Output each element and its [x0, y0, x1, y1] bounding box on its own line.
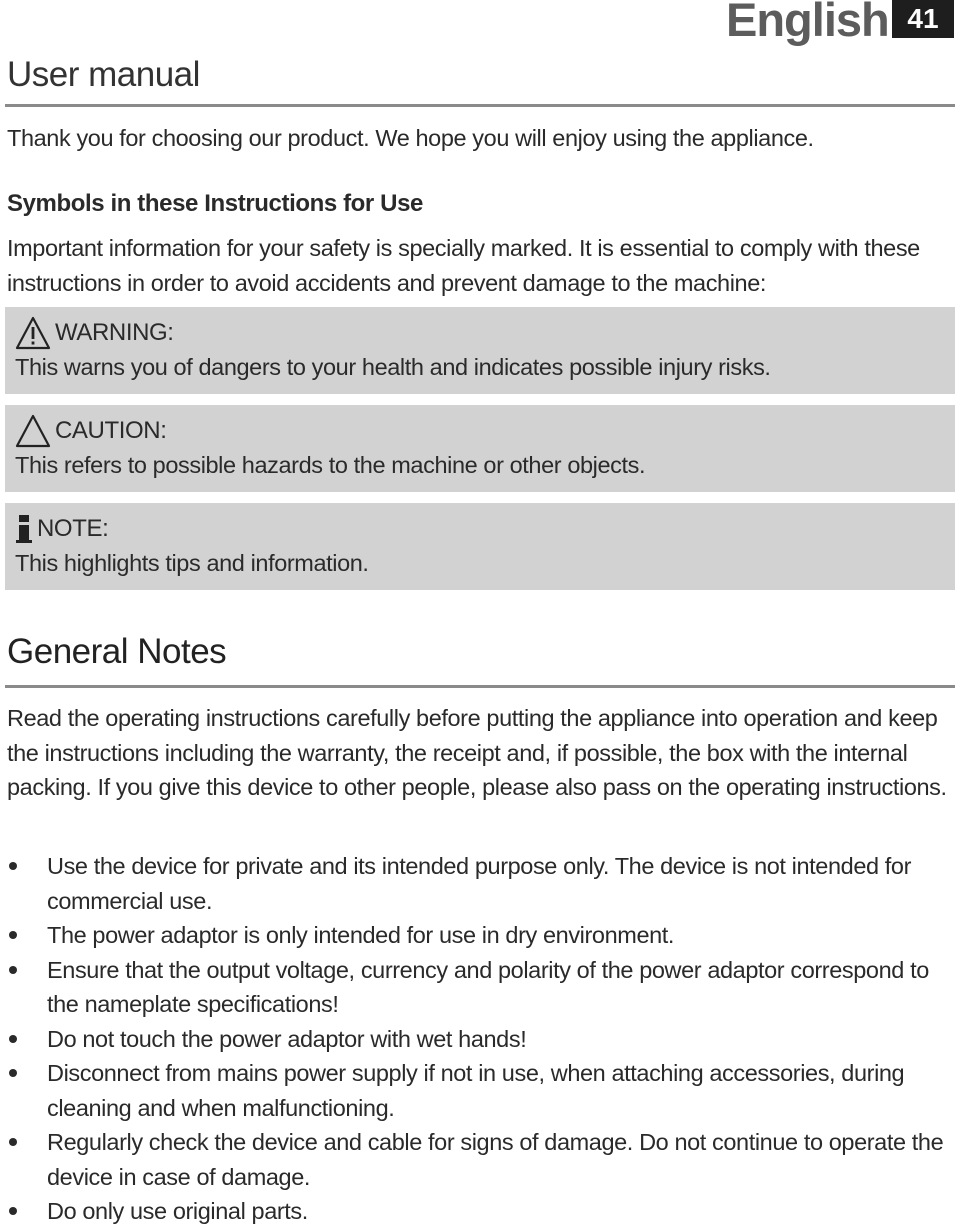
caution-header — [15, 414, 166, 448]
language-title: English — [726, 0, 889, 46]
list-item-text: Use the device for private and its intended purpose only. The device is not intended for commercial use. — [47, 853, 912, 914]
bullet-icon — [9, 1138, 17, 1146]
note-notice — [5, 503, 955, 590]
document-title: User manual — [7, 55, 200, 94]
general-notes-divider — [5, 685, 955, 688]
warning-text: This warns you of dangers to your health and indicates possible injury risks. — [15, 354, 771, 380]
thank-you-paragraph: Thank you for choosing our product. We hope you will enjoy using the appliance. — [7, 125, 814, 151]
bullet-icon — [9, 1207, 17, 1215]
header-divider — [5, 104, 955, 107]
bullet-icon — [9, 862, 17, 870]
list-item — [0, 1194, 957, 1229]
warning-label: WARNING: — [55, 319, 174, 346]
bullet-icon — [9, 1035, 17, 1043]
bullet-icon — [9, 1069, 17, 1077]
warning-header — [15, 316, 174, 350]
list-item-text: Do not touch the power adaptor with wet hands! — [47, 1025, 527, 1052]
note-label: NOTE: — [37, 515, 109, 542]
caution-triangle-icon — [15, 414, 51, 448]
general-notes-intro: Read the operating instructions carefully before putting the appliance into operation and keep the instructions including the warranty, the receipt and, if possible, the box with the internal packing. If you give this device to other people, please also pass on the operating instructions. — [7, 705, 947, 800]
list-item — [0, 1125, 957, 1194]
note-text: This highlights tips and information. — [15, 550, 369, 576]
general-notes-list — [0, 849, 960, 1229]
symbols-heading: Symbols in these Instructions for Use — [7, 190, 423, 217]
bullet-icon — [9, 966, 17, 974]
page-number-badge: 41 — [892, 0, 954, 38]
warning-triangle-icon — [15, 316, 51, 350]
list-item — [0, 953, 957, 1022]
list-item-text: Ensure that the output voltage, currency and polarity of the power adaptor correspond to the nameplate specifications! — [47, 956, 929, 1017]
note-header — [15, 512, 108, 546]
symbols-intro-paragraph: Important information for your safety is specially marked. It is essential to comply with these instructions in order to avoid accidents and prevent damage to the machine: — [7, 235, 920, 296]
caution-label: CAUTION: — [55, 417, 167, 444]
general-notes-title: General Notes — [7, 632, 227, 671]
list-item-text: Do only use original parts. — [47, 1198, 308, 1224]
warning-notice — [5, 307, 955, 394]
bullet-icon — [9, 931, 17, 939]
info-icon — [15, 512, 33, 546]
caution-text: This refers to possible hazards to the machine or other objects. — [15, 452, 646, 478]
list-item — [0, 1056, 957, 1125]
list-item-text: The power adaptor is only intended for use in dry environment. — [47, 922, 675, 948]
caution-notice — [5, 405, 955, 492]
list-item — [0, 918, 957, 953]
list-item-text: Disconnect from mains power supply if not in use, when attaching accessories, during cleaning and when malfunctioning. — [47, 1060, 905, 1121]
list-item — [0, 849, 957, 918]
list-item — [0, 1022, 957, 1057]
list-item-text: Regularly check the device and cable for signs of damage. Do not continue to operate the device in case of damage. — [47, 1129, 944, 1190]
